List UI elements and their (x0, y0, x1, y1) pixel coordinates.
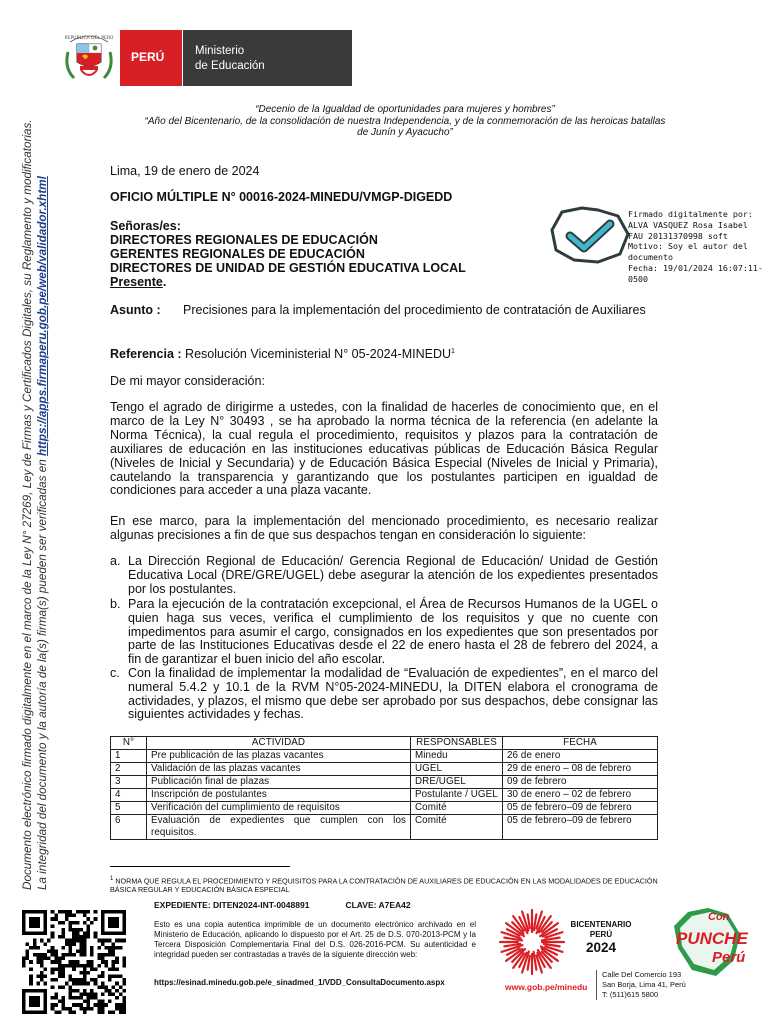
cell-activity: Pre publicación de las plazas vacantes (147, 750, 411, 763)
ministry-header (60, 30, 352, 86)
referencia-footnote-mark: 1 (451, 348, 455, 355)
paragraph-2: En ese marco, para la implementación del mencionado procedimiento, es necesario realizar algunas precisiones a fin de que sus despachos tengan en consideración lo siguiente: (110, 514, 658, 542)
cell-date: 09 de febrero (503, 776, 658, 789)
address-line1: Calle Del Comercio 193 (602, 970, 682, 979)
cell-activity: Inscripción de postulantes (147, 789, 411, 802)
list-item-label: c. (110, 666, 120, 680)
signature-line: FAU 20131370998 soft (628, 230, 728, 241)
cell-activity: Validación de las plazas vacantes (147, 763, 411, 776)
document-date: Lima, 19 de enero de 2024 (110, 164, 260, 178)
expediente-number: EXPEDIENTE: DITEN2024-INT-0048891 (154, 900, 310, 910)
signature-line: documento (628, 252, 673, 263)
table-row (111, 763, 658, 776)
cell-responsible: Postulante / UGEL (411, 789, 503, 802)
list-item-text: Para la ejecución de la contratación excepcional, el Área de Recursos Humanos de la UGEL o quien haga sus veces, verifica el cumplimiento de los requisitos y que no cuente con impedimentos para asumir el cargo, consignados en los expedientes que son presentados por parte de las Instituciones Educativas desde el 22 de enero hasta el 28 de febrero del 2024, a fin de garantizar el buen inicio del año escolar. (128, 597, 658, 667)
header-cell-responsible: RESPONSABLES (411, 737, 503, 750)
signature-line: ALVA VASQUEZ Rosa Isabel (628, 219, 748, 230)
signature-line: Fecha: 19/01/2024 16:07:11-0500 (628, 262, 763, 284)
list-item-text: La Dirección Regional de Educación/ Gerencia Regional de Educación/ Unidad de Gestión Educativa Local (DRE/GRE/UGEL) debe asegurar la atención de los expedientes presentados por los postulantes. (128, 554, 658, 596)
clave-code: CLAVE: A7EA42 (345, 900, 411, 910)
cell-responsible: DRE/UGEL (411, 776, 503, 789)
coat-of-arms-icon (60, 30, 118, 86)
table-row (111, 750, 658, 763)
digital-signature-note (20, 90, 50, 890)
footnote-divider (110, 866, 290, 867)
official-mottos (110, 104, 700, 139)
bicentenario-year: 2024 (585, 940, 617, 955)
bicentenario-line2: PERÚ (589, 930, 613, 939)
address-line2: San Borja, Lima 41, Perú (602, 980, 686, 989)
cell-number: 1 (111, 750, 147, 763)
qr-code-icon (20, 908, 128, 1016)
recipient-2: GERENTES REGIONALES DE EDUCACIÓN (110, 247, 365, 261)
bicentenario-label (568, 920, 634, 956)
header-cell-date: FECHA (503, 737, 658, 750)
cell-number: 2 (111, 763, 147, 776)
side-note-prefix: La integridad del documento y la autoría de la(s) firma(s) pueden ser verificadas en (36, 456, 49, 890)
bicentenario-line1: BICENTENARIO (570, 920, 632, 929)
paragraph-1: Tengo el agrado de dirigirme a ustedes, con la finalidad de hacerles de conocimiento que, en el marco de la Ley N° 30493 , se ha aprobado la norma técnica de la referencia (en adelante la Norma Técnica), la cual regula el procedimiento, requisitos y plazos para la contratación de auxiliares de educación en las instituciones educativas públicas de Educación Básica Regular (Niveles de Inicial y Secundaria) y de Educación Básica Especial (Niveles de Inicial y Primaria), cautelando la transparencia y garantizando que los postulantes participen en igualdad de condiciones para acceder a una plaza vacante. (110, 400, 658, 498)
cell-responsible: Minedu (411, 750, 503, 763)
ministry-line1: Ministerio (195, 45, 245, 57)
list-item-text: Con la finalidad de implementar la modalidad de “Evaluación de expedientes”, en el marco del numeral 5.4.2 y 10.1 de la RVM N°05-2024-MINEDU, la DITEN elabora el cronograma de actividades, y plazos, el mismo que debe ser aprobado por sus despachos, debe consignar las siguientes actividades y fechas. (128, 666, 658, 722)
side-note-line1: Documento electrónico firmado digitalmente en el marco de la Ley N° 27269, Ley de Firmas y Certificados Digitales, su Reglamento y modificatorias. (21, 119, 34, 890)
cell-activity: Verificación del cumplimiento de requisitos (147, 802, 411, 815)
con-punche-peru-logo-icon (668, 904, 756, 980)
referencia-row (110, 345, 455, 361)
signature-check-icon (548, 206, 632, 264)
motto-2: “Año del Bicentenario, de la consolidación de nuestra Independencia, y de la conmemoración de las heroicas batallas (144, 115, 666, 127)
list-item-label: a. (110, 554, 121, 568)
asunto-label: Asunto : (110, 303, 161, 317)
cell-date: 05 de febrero–09 de febrero (503, 802, 658, 815)
cell-date: 05 de febrero–09 de febrero (503, 815, 658, 840)
referencia-text: Resolución Viceministerial N° 05-2024-MINEDU (185, 347, 452, 362)
referencia-label: Referencia : (110, 347, 182, 362)
table-row (111, 776, 658, 789)
presente-label: Presente. (110, 275, 167, 289)
footnote-text: NORMA QUE REGULA EL PROCEDIMIENTO Y REQUISITOS PARA LA CONTRATACIÓN DE AUXILIARES DE EDUCACIÓN EN LAS MODALIDADES DE EDUCACIÓN BÁSICA REGULAR Y EDUCACIÓN BÁSICA ESPECIAL (110, 876, 658, 895)
motto-1: “Decenio de la Igualdad de oportunidades para mujeres y hombres” (255, 104, 555, 115)
cell-number: 4 (111, 789, 147, 802)
table-row (111, 789, 658, 802)
cell-responsible: UGEL (411, 763, 503, 776)
country-label: PERÚ (120, 30, 182, 86)
punche-word: PUNCHE (676, 929, 748, 948)
list-item-label: b. (110, 597, 121, 611)
table-header-row (111, 737, 658, 750)
cell-date: 29 de enero – 08 de febrero (503, 763, 658, 776)
side-note-line2 (35, 90, 50, 890)
crest-caption: REPÚBLICA DEL PERÚ (64, 36, 114, 41)
list-item (110, 555, 658, 596)
signature-line: Firmado digitalmente por: (628, 209, 753, 219)
signature-line: Motivo: Soy el autor del (628, 241, 748, 252)
phone-number: T: (511)615 5800 (602, 990, 659, 999)
header-cell-activity: ACTIVIDAD (147, 737, 411, 750)
motto-3: de Junín y Ayacucho” (357, 127, 453, 138)
schedule-table (110, 736, 658, 840)
ministry-line2: de Educación (195, 60, 265, 72)
cell-activity: Evaluación de expedientes que cumplen con los requisitos. (147, 815, 411, 840)
oficio-number: OFICIO MÚLTIPLE N° 00016-2024-MINEDU/VMGP-DIGEDD (110, 190, 453, 204)
table-row (111, 802, 658, 815)
cell-responsible: Comité (411, 815, 503, 840)
signature-details (628, 209, 768, 285)
header-cell-number: N° (111, 737, 147, 750)
list-item (110, 667, 658, 722)
punche-peru: Perú (712, 949, 746, 966)
presente-text: Presente (110, 275, 163, 289)
recipient-1: DIRECTORES REGIONALES DE EDUCACIÓN (110, 233, 378, 247)
asunto-text: Precisiones para la implementación del procedimiento de contratación de Auxiliares (183, 303, 646, 317)
ministry-address (596, 970, 686, 1000)
cell-number: 5 (111, 802, 147, 815)
table-row (111, 815, 658, 840)
list-item (110, 598, 658, 667)
cell-date: 26 de enero (503, 750, 658, 763)
footnote-mark: 1 (110, 876, 114, 882)
salutation: Señoras/es: (110, 219, 181, 233)
verification-url[interactable]: https://esinad.minedu.gob.pe/e_sinadmed_1/VDD_ConsultaDocumento.aspx (154, 978, 445, 987)
validator-link[interactable]: https://apps.firmaperu.gob.pe/web/validador.xhtml (36, 176, 49, 457)
expediente-line (154, 900, 411, 910)
cell-date: 30 de enero – 02 de febrero (503, 789, 658, 802)
punche-con: Con (708, 911, 730, 923)
authenticity-disclaimer: Esto es una copia autentica imprimible de un documento electrónico archivado en el Ministerio de Educación, aplicando lo dispuesto por el Art. 25 de D.S. 070-2013-PCM y la Tercera Disposición Complementaria Final del D.S. 026-2016-PCM. Su autenticidad e integridad pueden ser contrastadas a través de la siguiente dirección web: (154, 920, 476, 959)
cell-number: 3 (111, 776, 147, 789)
cell-number: 6 (111, 815, 147, 840)
cell-responsible: Comité (411, 802, 503, 815)
cell-activity: Publicación final de plazas (147, 776, 411, 789)
greeting: De mi mayor consideración: (110, 374, 265, 388)
recipient-3: DIRECTORES DE UNIDAD DE GESTIÓN EDUCATIVA LOCAL (110, 261, 466, 275)
footnote (110, 875, 670, 894)
ministry-label (182, 30, 352, 86)
ministry-website[interactable]: www.gob.pe/minedu (505, 982, 588, 992)
